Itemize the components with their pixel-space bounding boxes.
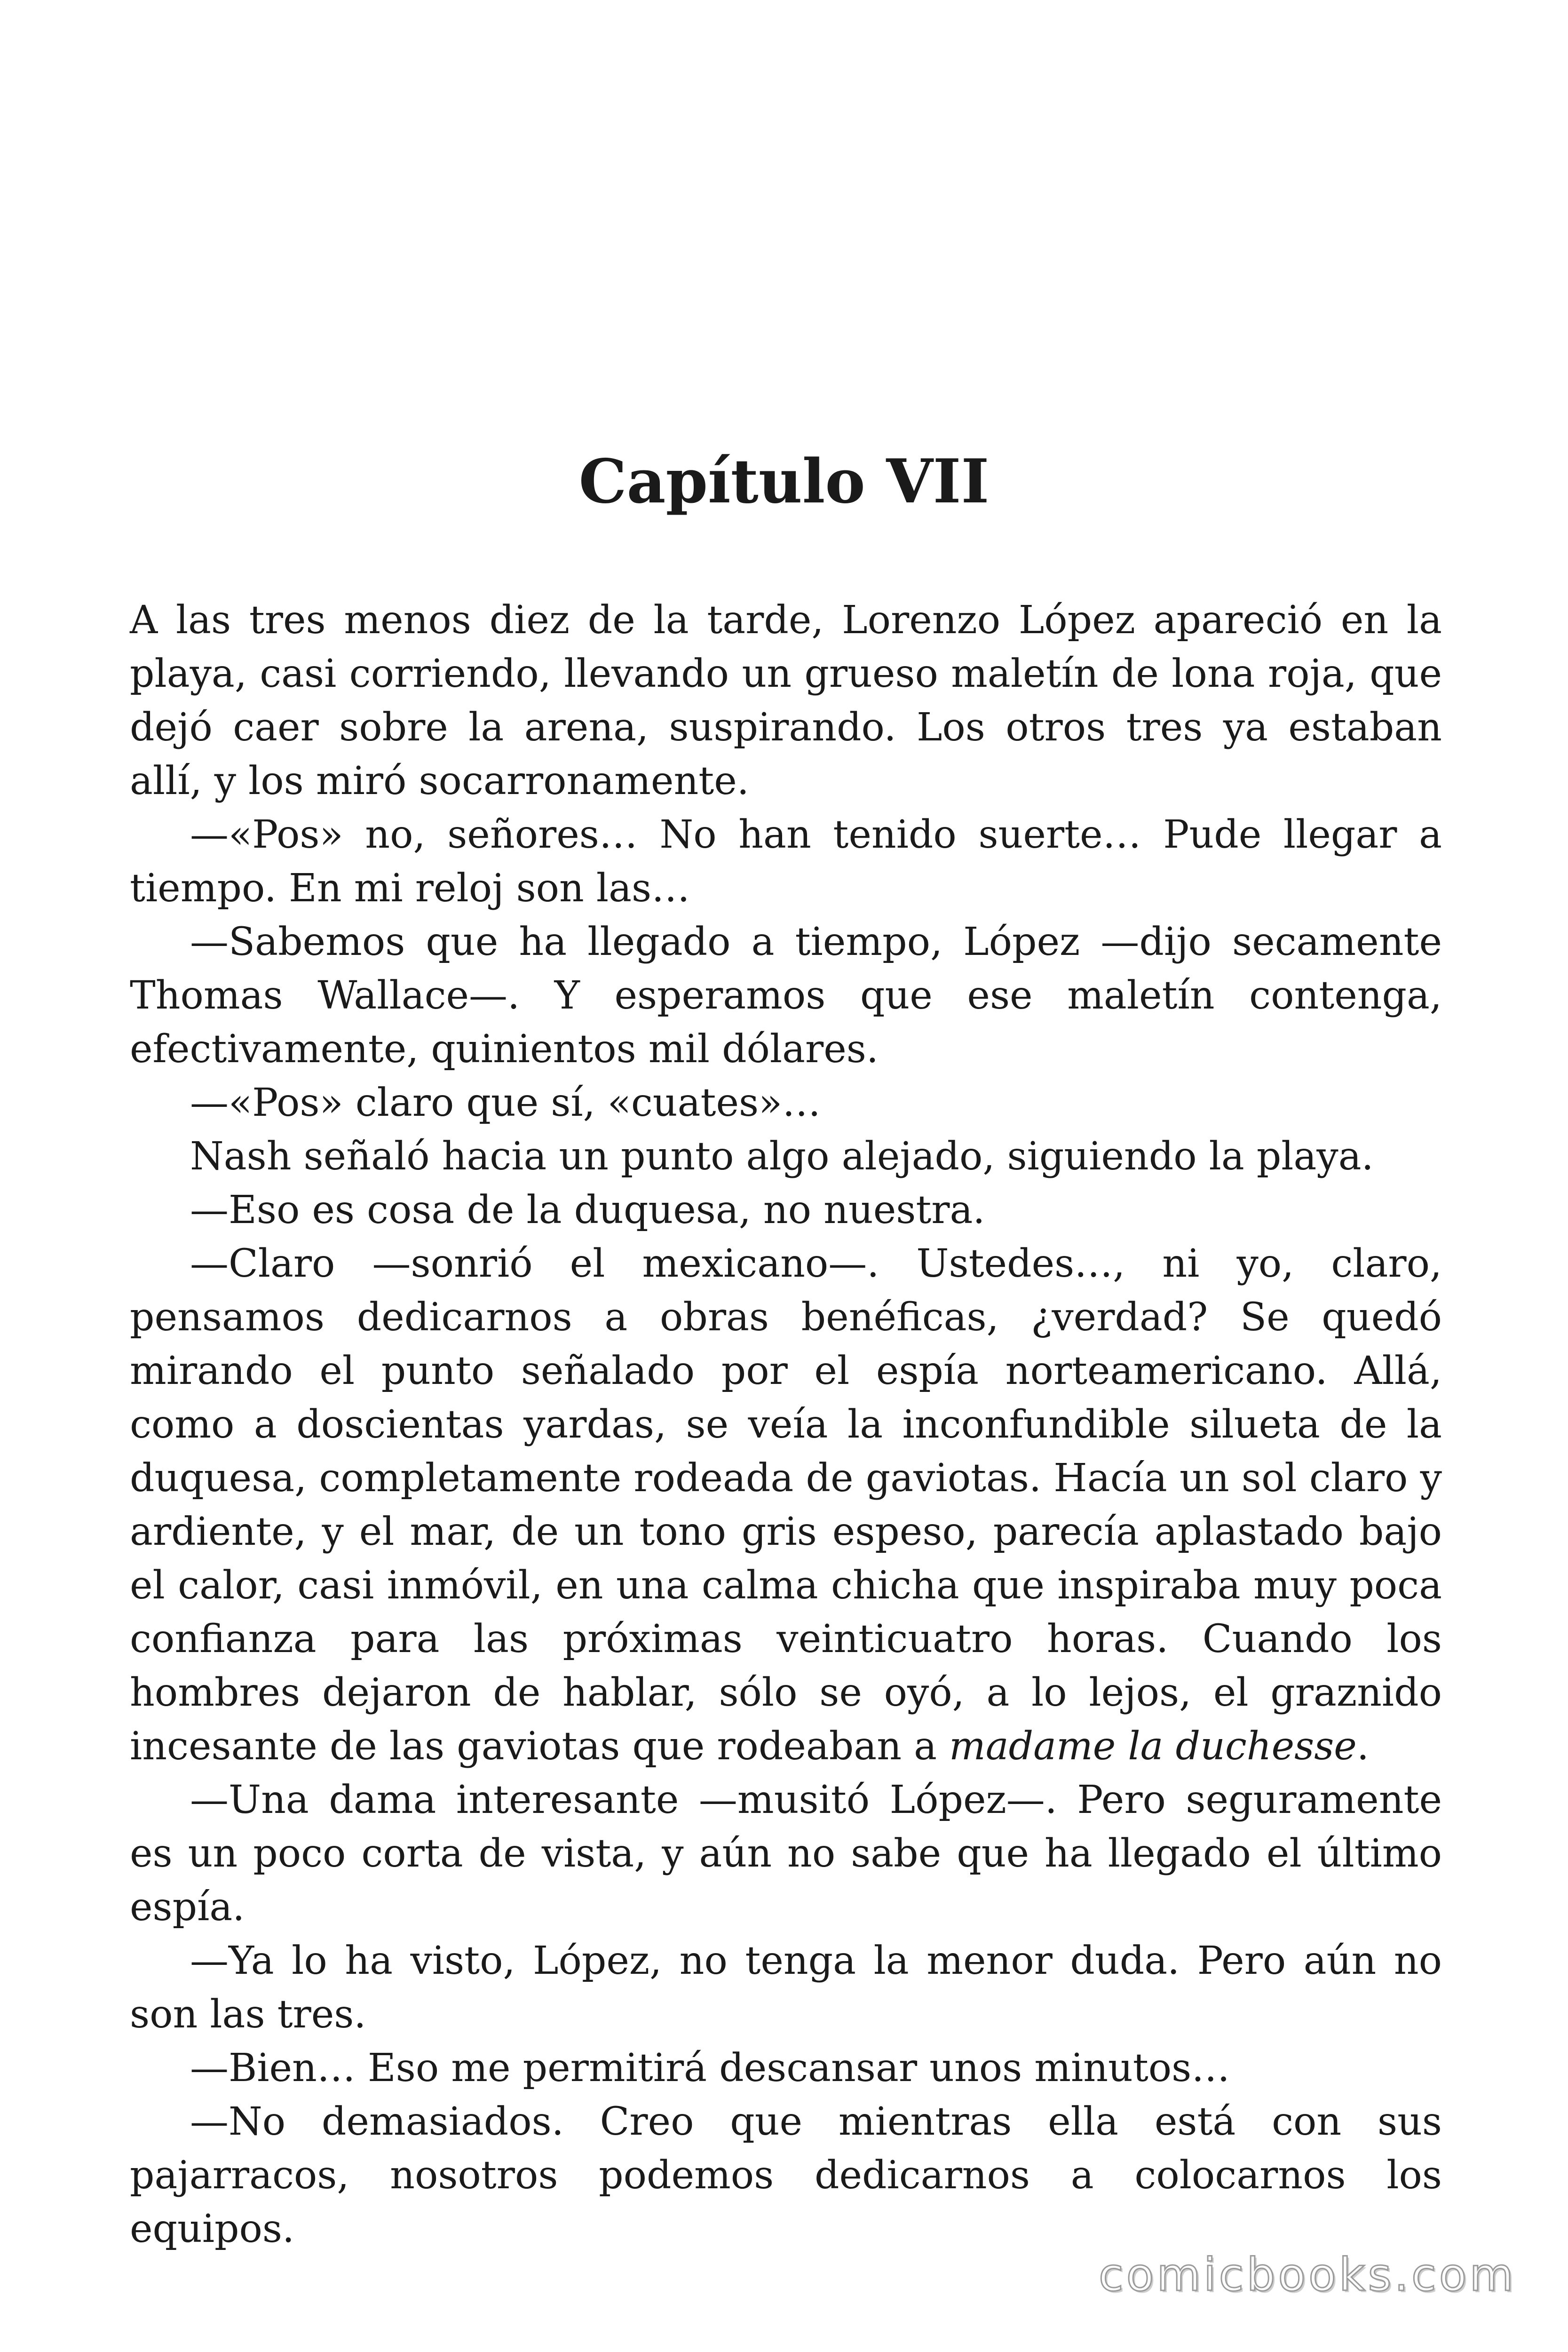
paragraph-dialogue: —«Pos» no, señores… No han tenido suerte… Pude llegar a tiempo. En mi reloj son las…	[130, 812, 1442, 911]
paragraph-dialogue: —No demasiados. Creo que mientras ella está con sus pajarracos, nosotros podemos dedicarnos a colocarnos los equipos.	[130, 2099, 1442, 2251]
chapter-title: Capítulo VII	[578, 446, 990, 517]
site-watermark: comicbooks.com	[1098, 2249, 1516, 2301]
paragraph-dialogue: —Sabemos que ha llegado a tiempo, López —dijo secamente Thomas Wallace—. Y esperamos que ese maletín contenga, efectivamente, quinientos mil dólares.	[130, 920, 1442, 1072]
paragraph-dialogue: —«Pos» claro que sí, «cuates»…	[190, 1081, 821, 1125]
chapter-body	[130, 594, 1442, 2256]
paragraph-text-end: .	[1356, 1724, 1369, 1769]
italic-phrase: madame la duchesse	[949, 1724, 1357, 1769]
paragraph-dialogue: —Eso es cosa de la duquesa, no nuestra.	[190, 1188, 985, 1232]
paragraph-dialogue: —Una dama interesante —musitó López—. Pero seguramente es un poco corta de vista, y aún no sabe que ha llegado el último espía.	[130, 1778, 1442, 1930]
paragraph-narration: Nash señaló hacia un punto algo alejado, siguiendo la playa.	[190, 1134, 1374, 1179]
paragraph-dialogue-long	[130, 1237, 1442, 1773]
paragraph-dialogue: —Bien… Eso me permitirá descansar unos minutos…	[190, 2046, 1230, 2090]
paragraph-opening: A las tres menos diez de la tarde, Lorenzo López apareció en la playa, casi corriendo, llevando un grueso maletín de lona roja, que dejó caer sobre la arena, suspirando. Los otros tres ya estaban allí, y los miró socarronamente.	[130, 598, 1442, 803]
paragraph-dialogue: —Ya lo ha visto, López, no tenga la menor duda. Pero aún no son las tres.	[130, 1939, 1442, 2037]
paragraph-text: —Claro —sonrió el mexicano—. Ustedes…, ni yo, claro, pensamos dedicarnos a obras benéficas, ¿verdad? Se quedó mirando el punto señalado por el espía norteamericano. Allá, como a doscientas yardas, se veía la inconfundible silueta de la duquesa, completamente rodeada de gaviotas. Hacía un sol claro y ardiente, y el mar, de un tono gris espeso, parecía aplastado bajo el calor, casi inmóvil, en una calma chicha que inspiraba muy poca confianza para las próximas veinticuatro horas. Cuando los hombres dejaron de hablar, sólo se oyó, a lo lejos, el graznido incesante de las gaviotas que rodeaban a	[130, 1241, 1442, 1769]
